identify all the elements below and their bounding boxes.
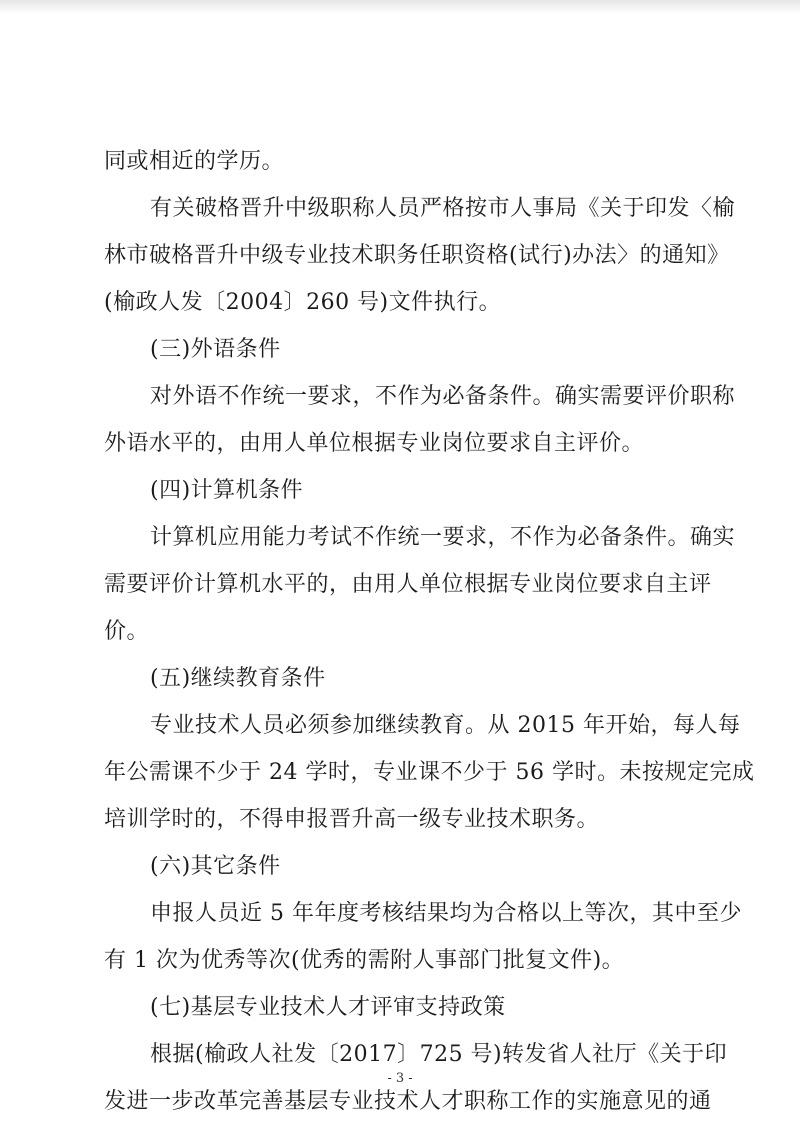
scan-edge [0,0,800,14]
section-heading-foreign-language: (三)外语条件 [150,337,281,362]
document-body [104,138,755,1125]
paragraph-line: 有关破格晋升中级职称人员严格按市人事局《关于印发〈榆 [150,196,736,221]
paragraph-line: 根据(榆政人社发〔2017〕725 号)转发省人社厅《关于印 [150,1042,728,1067]
paragraph-line: 外语水平的，由用人单位根据专业岗位要求自主评价。 [104,431,645,456]
paragraph-line: 价。 [104,619,150,644]
paragraph-line: 专业技术人员必须参加继续教育。从 2015 年开始，每人每 [150,713,741,738]
paragraph-line: 培训学时的，不得申报晋升高一级专业技术职务。 [104,807,600,832]
page-number: - 3 - [387,1071,413,1086]
section-heading-continuing-education: (五)继续教育条件 [150,666,326,691]
paragraph-line: 计算机应用能力考试不作统一要求，不作为必备条件。确实 [150,525,736,550]
paragraph-line: 年公需课不少于 24 学时，专业课不少于 56 学时。未按规定完成 [104,760,755,785]
paragraph-line: 需要评价计算机水平的，由用人单位根据专业岗位要求自主评 [104,572,712,597]
section-heading-other: (六)其它条件 [150,854,281,879]
paragraph-line: 林市破格晋升中级专业技术职务任职资格(试行)办法〉的通知》 [104,243,730,268]
section-heading-computer: (四)计算机条件 [150,478,304,503]
section-heading-grassroots-policy: (七)基层专业技术人才评审支持政策 [150,995,506,1020]
paragraph-line: 对外语不作统一要求，不作为必备条件。确实需要评价职称 [150,384,736,409]
paragraph-line: 同或相近的学历。 [104,149,285,174]
paragraph-line: 有 1 次为优秀等次(优秀的需附人事部门批复文件)。 [104,948,625,973]
paragraph-line: 发进一步改革完善基层专业技术人才职称工作的实施意见的通 [104,1089,712,1114]
paragraph-line: 申报人员近 5 年年度考核结果均为合格以上等次，其中至少 [150,901,742,926]
paragraph-line: (榆政人发〔2004〕260 号)文件执行。 [104,290,502,315]
